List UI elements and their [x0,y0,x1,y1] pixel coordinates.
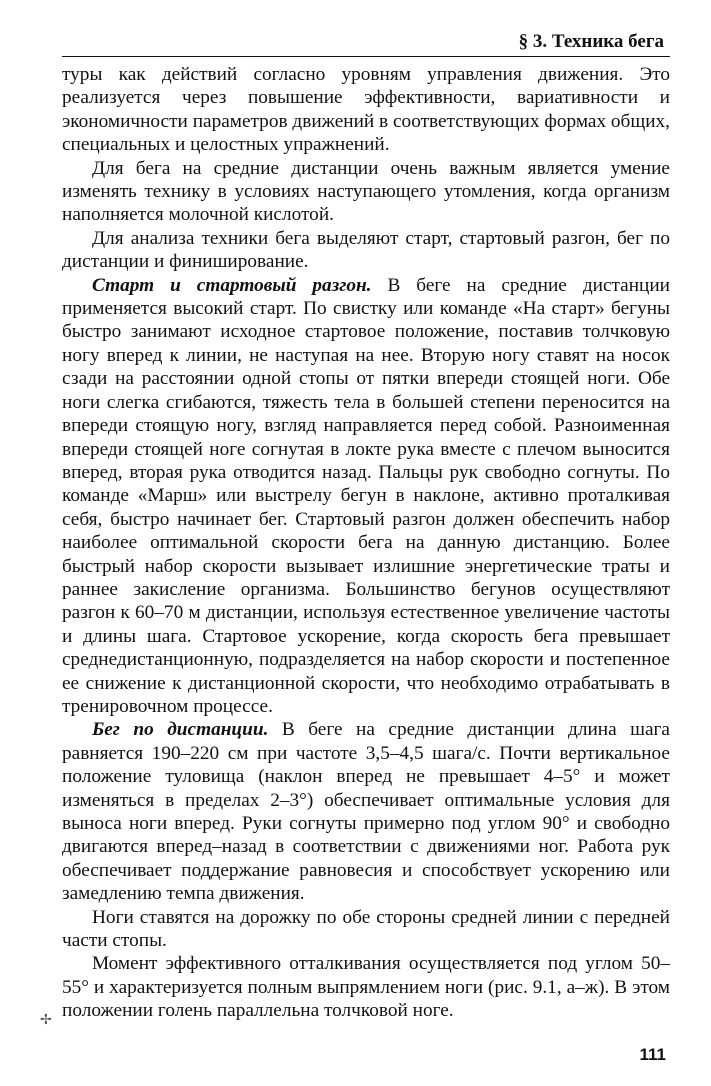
paragraph: Ноги ставятся на дорожку по обе стороны средней линии с передней части стопы. [62,906,670,952]
paragraph-distance [62,718,670,905]
paragraph: Момент эффективного отталкивания осуществляется под углом 50–55° и характеризуется полным выпрямлением ноги (рис. 9.1, а–ж). В этом положении голень параллельна толчковой ноге. [62,953,670,1022]
run-in-heading: Бег по дистанции. [92,719,269,741]
ink-smudge-icon: ✢ [40,1013,52,1028]
paragraph-text: В беге на средние дистанции длина шага равняется 190–220 см при частоте 3,5–4,5 шага/с. Почти вертикальное положение туловища (наклон вперед не превышает 4–5° и может изменяться в пределах 2–3°) обеспечивает оптимальные условия для выноса ноги вперед. Руки согнуты примерно под углом 90° и свободно двигаются вперед–назад в соответствии с движениями ног. Работа рук обеспечивает поддержание равновесия и способствует ускорению или замедлению темпа движения. [62,719,670,905]
page-number: 111 [639,1045,666,1064]
book-page [40,30,670,1070]
paragraph-continued: туры как действий согласно уровням управления движения. Это реализуется через повышение эффективности, вариативности и экономичности параметров движений в соответствующих формах общих, специальных и целостных упражнений. [62,64,670,156]
run-in-heading: Старт и стартовый разгон. [92,274,372,296]
paragraph: Для бега на средние дистанции очень важным является умение изменять технику в условиях наступающего утомления, когда организм наполняется молочной кислотой. [62,157,670,226]
running-head: § 3. Техника бега [518,31,664,52]
body-text [62,63,670,1023]
paragraph-text: В беге на средние дистанции применяется высокий старт. По свистку или команде «На старт» бегуны быстро занимают исходное стартовое положение, поставив толчковую ногу вперед к линии, не наступая на нее. Вторую ногу ставят на носок сзади на расстоянии одной стопы от пятки впереди стоящей ноги. Обе ноги слегка сгибаются, тяжесть тела в большей степени переносится на впереди стоящую ногу, взгляд направляется перед собой. Разноименная впереди стоящей ноге согнутая в локте рука вместе с плечом выносится вперед, вторая рука отводится назад. Пальцы рук свободно согнуты. По команде «Марш» или выстрелу бегун в наклоне, активно проталкивая себя, быстро начинает бег. Стартовый разгон должен обеспечить набор наиболее оптимальной скорости бега на данную дистанцию. Более быстрый набор скорости вызывает излишние энергетические траты и раннее закисление организма. Большинство бегунов осуществляют разгон к 60–70 м дистанции, используя естественное увеличение частоты и длины шага. Стартовое ускорение, когда скорость бега превышает среднедистанционную, подразделяется на набор скорости и постепенное ее снижение к дистанционной скорости, что необходимо отрабатывать в тренировочном процессе. [62,274,670,717]
header-rule [62,56,670,57]
paragraph-start [62,274,670,719]
paragraph: Для анализа техники бега выделяют старт, стартовый разгон, бег по дистанции и финиширование. [62,227,670,273]
